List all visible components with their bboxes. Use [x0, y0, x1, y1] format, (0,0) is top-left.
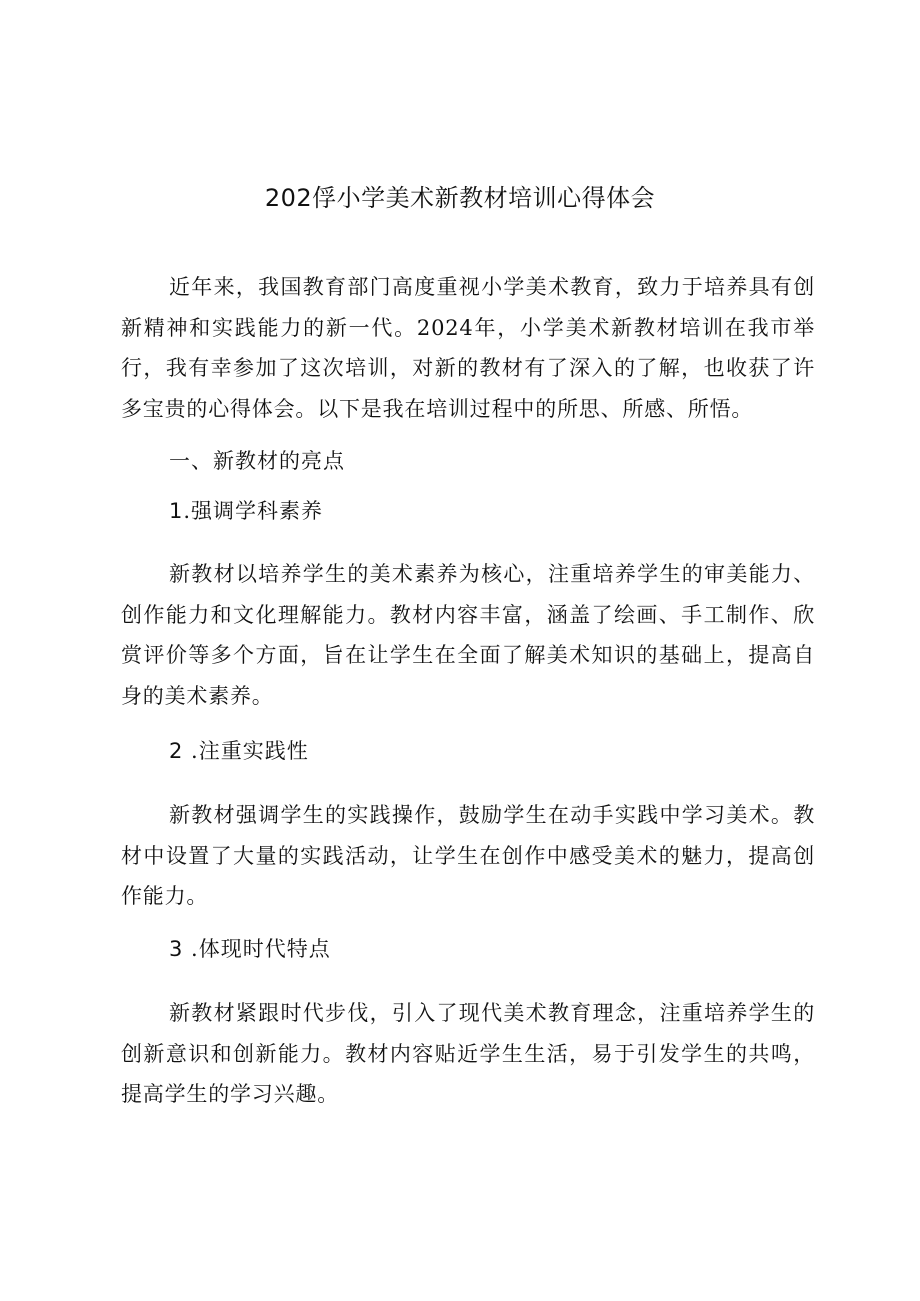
intro-paragraph: 近年来，我国教育部门高度重视小学美术教育，致力于培养具有创新精神和实践能力的新一代。2024年，小学美术新教材培训在我市举行，我有幸参加了这次培训，对新的教材有了深入的了解，也收获了许多宝贵的心得体会。以下是我在培训过程中的所思、所感、所悟。	[121, 275, 815, 421]
subheading-number: 2	[169, 739, 192, 763]
document-title: 202俘小学美术新教材培训心得体会	[264, 184, 656, 212]
section-heading: 一、新教材的亮点	[169, 449, 345, 473]
subheading-2	[169, 734, 309, 768]
subheading-number: 3	[169, 937, 192, 961]
subheading-title: .强调学科素养	[183, 499, 324, 523]
subheading-3	[169, 932, 331, 966]
subheading-1	[169, 494, 323, 528]
paragraph-2: 新教材强调学生的实践操作，鼓励学生在动手实践中学习美术。教材中设置了大量的实践活动，让学生在创作中感受美术的魅力，提高创作能力。	[121, 803, 815, 908]
subheading-title: .注重实践性	[191, 739, 309, 763]
subheading-title: .体现时代特点	[191, 937, 331, 961]
paragraph-1: 新教材以培养学生的美术素养为核心，注重培养学生的审美能力、创作能力和文化理解能力。教材内容丰富，涵盖了绘画、手工制作、欣赏评价等多个方面，旨在让学生在全面了解美术知识的基础上，提高自身的美术素养。	[121, 562, 815, 708]
subheading-number: 1	[169, 499, 184, 523]
paragraph-3: 新教材紧跟时代步伐，引入了现代美术教育理念，注重培养学生的创新意识和创新能力。教材内容贴近学生生活，易于引发学生的共鸣，提高学生的学习兴趣。	[121, 1001, 815, 1106]
